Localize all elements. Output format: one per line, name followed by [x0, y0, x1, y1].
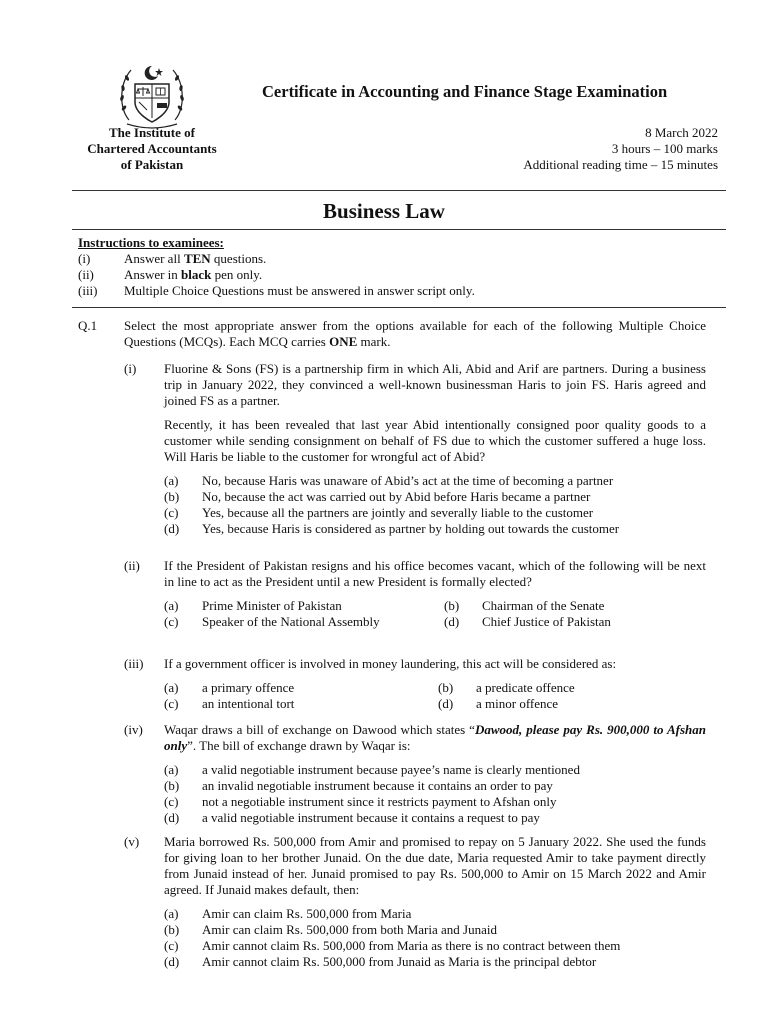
option-label: (b): [438, 680, 454, 695]
option-label: (c): [164, 696, 179, 711]
mcq-option: [164, 614, 444, 630]
icap-crest-logo: [115, 58, 189, 132]
option-text: a predicate offence: [476, 680, 575, 695]
option-text: Yes, because all the partners are jointly and severally liable to the customer: [202, 505, 594, 520]
exam-meta: [523, 125, 718, 173]
option-label: (b): [444, 598, 460, 613]
mcq-option: [444, 614, 706, 630]
option-text: Amir cannot claim Rs. 500,000 from Junaid as Maria is the principal debtor: [202, 954, 597, 969]
instruction-text: [124, 267, 718, 283]
instruction-text-bold: black: [181, 267, 212, 282]
option-label: (b): [164, 922, 180, 937]
option-label: (b): [164, 489, 180, 504]
exam-duration: 3 hours – 100 marks: [611, 141, 718, 156]
option-text: Amir can claim Rs. 500,000 from Maria: [202, 906, 412, 921]
instruction-number: (iii): [78, 283, 98, 298]
instructions-block: [78, 235, 718, 299]
option-text: Yes, because Haris is considered as partner by holding out towards the customer: [202, 521, 620, 536]
option-label: (a): [164, 762, 179, 777]
option-label: (b): [164, 778, 180, 793]
question-text-part: mark.: [357, 334, 391, 349]
option-text: a valid negotiable instrument because payee’s name is clearly mentioned: [202, 762, 580, 777]
option-text: Chief Justice of Pakistan: [482, 614, 611, 629]
option-label: (c): [164, 938, 179, 953]
option-label: (a): [164, 473, 179, 488]
mcq-option: [164, 489, 706, 505]
instruction-item: [78, 283, 718, 299]
divider: [72, 229, 726, 230]
option-label: (c): [164, 505, 179, 520]
option-text: No, because Haris was unaware of Abid’s act at the time of becoming a partner: [202, 473, 614, 488]
option-text: not a negotiable instrument since it restricts payment to Afshan only: [202, 794, 557, 809]
option-text: a valid negotiable instrument because it contains a request to pay: [202, 810, 540, 825]
mcq-option: [164, 938, 706, 954]
mcq-paragraph: If the President of Pakistan resigns and his office becomes vacant, which of the following will be next in line to act as the President until a new President is formally elected?: [164, 558, 706, 589]
option-text: a primary offence: [202, 680, 295, 695]
subject-title: Business Law: [323, 199, 445, 223]
mcq-option: [164, 505, 706, 521]
question-1: [78, 318, 706, 350]
mcq-option: [164, 794, 706, 810]
instructions-heading: Instructions to examinees:: [78, 235, 224, 250]
option-label: (d): [164, 954, 180, 969]
bill-of-exchange-quote: Dawood, please pay Rs. 900,000 to Afshan only: [164, 722, 706, 753]
instruction-text-part: Answer all: [124, 251, 184, 266]
mcq-part: [124, 722, 706, 826]
instruction-text-bold: TEN: [183, 251, 211, 266]
mcq-option: [438, 696, 706, 712]
mcq-part: [124, 558, 706, 630]
instruction-text-part: pen only.: [211, 267, 263, 282]
mcq-option: [444, 598, 706, 614]
instruction-text-part: Answer in: [124, 267, 182, 282]
mcq-number: (iv): [124, 722, 143, 737]
mcq-option: [164, 954, 706, 970]
mcq-option: [164, 810, 706, 826]
mcq-paragraph: Recently, it has been revealed that last year Abid intentionally consigned poor quality goods to a customer while sending consignment on behalf of FS due to which the customer suffered a huge loss. Will Haris be liable to the customer for wrongful act of Abid?: [164, 417, 706, 464]
mcq-number: (v): [124, 834, 140, 849]
instruction-text: Multiple Choice Questions must be answered in answer script only.: [124, 283, 475, 298]
option-label: (a): [164, 906, 179, 921]
question-text-part: Select the most appropriate answer from the options available for each of the following Multiple Choice Questions (MCQs). Each MCQ carries: [124, 318, 706, 349]
instruction-item: [78, 267, 718, 283]
option-text: Amir cannot claim Rs. 500,000 from Maria as there is no contract between them: [202, 938, 621, 953]
institute-name: [72, 125, 232, 173]
option-label: (a): [164, 680, 179, 695]
question-text: [124, 318, 706, 350]
exam-date: 8 March 2022: [645, 125, 718, 140]
mcq-number: (i): [124, 361, 137, 376]
mcq-option: [164, 922, 706, 938]
mcq-option: [164, 762, 706, 778]
mcq-part: [124, 656, 706, 712]
question-text-bold: ONE: [329, 334, 358, 349]
institute-line: The Institute of: [109, 125, 195, 140]
mcq-paragraph: If a government officer is involved in money laundering, this act will be considered as:: [164, 656, 617, 671]
option-text: No, because the act was carried out by Abid before Haris became a partner: [202, 489, 591, 504]
option-label: (d): [164, 521, 180, 536]
mcq-part: [124, 361, 706, 537]
mcq-option: [164, 778, 706, 794]
option-label: (d): [444, 614, 460, 629]
mcq-options: [164, 598, 706, 630]
option-label: (c): [164, 614, 179, 629]
mcq-paragraph-part: ”. The bill of exchange drawn by Waqar is:: [187, 738, 411, 753]
mcq-paragraph-part: Waqar draws a bill of exchange on Dawood which states “: [164, 722, 475, 737]
mcq-paragraph: [164, 722, 706, 754]
mcq-option: [438, 680, 706, 696]
mcq-option: [164, 598, 444, 614]
option-label: (d): [438, 696, 454, 711]
mcq-options: [164, 762, 706, 826]
option-text: Speaker of the National Assembly: [202, 614, 380, 629]
divider: [72, 307, 726, 308]
option-text: Chairman of the Senate: [482, 598, 605, 613]
instruction-item: [78, 251, 718, 267]
exam-title: Certificate in Accounting and Finance Stage Examination: [262, 82, 668, 101]
mcq-number: (iii): [124, 656, 144, 671]
option-text: Amir can claim Rs. 500,000 from both Maria and Junaid: [202, 922, 497, 937]
mcq-option: [164, 521, 706, 537]
mcq-option: [164, 906, 706, 922]
mcq-options: [164, 906, 706, 970]
reading-time: Additional reading time – 15 minutes: [523, 157, 718, 172]
divider: [72, 190, 726, 191]
mcq-options: [164, 473, 706, 537]
mcq-part: [124, 834, 706, 970]
instruction-text: [124, 251, 718, 267]
mcq-option: [164, 473, 706, 489]
mcq-option: [164, 680, 438, 696]
option-label: (a): [164, 598, 179, 613]
option-label: (c): [164, 794, 179, 809]
question-number: Q.1: [78, 318, 98, 333]
option-text: an invalid negotiable instrument because it contains an order to pay: [202, 778, 553, 793]
instruction-number: (i): [78, 251, 91, 266]
mcq-option: [164, 696, 438, 712]
institute-line: of Pakistan: [120, 157, 184, 172]
institute-line: Chartered Accountants: [87, 141, 217, 156]
instruction-text-part: questions.: [210, 251, 267, 266]
option-text: a minor offence: [476, 696, 559, 711]
option-text: an intentional tort: [202, 696, 295, 711]
mcq-number: (ii): [124, 558, 140, 573]
mcq-options: [164, 680, 706, 712]
mcq-paragraph: Fluorine & Sons (FS) is a partnership firm in which Ali, Abid and Arif are partners. During a business trip in January 2022, they convinced a well-known businessman Haris to join FS. Haris agreed and joined FS as a partner.: [164, 361, 706, 408]
option-label: (d): [164, 810, 180, 825]
option-text: Prime Minister of Pakistan: [202, 598, 342, 613]
instruction-number: (ii): [78, 267, 94, 282]
mcq-paragraph: Maria borrowed Rs. 500,000 from Amir and promised to repay on 5 January 2022. She used the funds for giving loan to her brother Junaid. On the due date, Maria requested Amir to take payment directly from Junaid instead of her. Junaid promised to pay Rs. 500,000 to Amir on 15 March 2022 and Amir agreed. If Junaid makes default, then:: [164, 834, 706, 897]
